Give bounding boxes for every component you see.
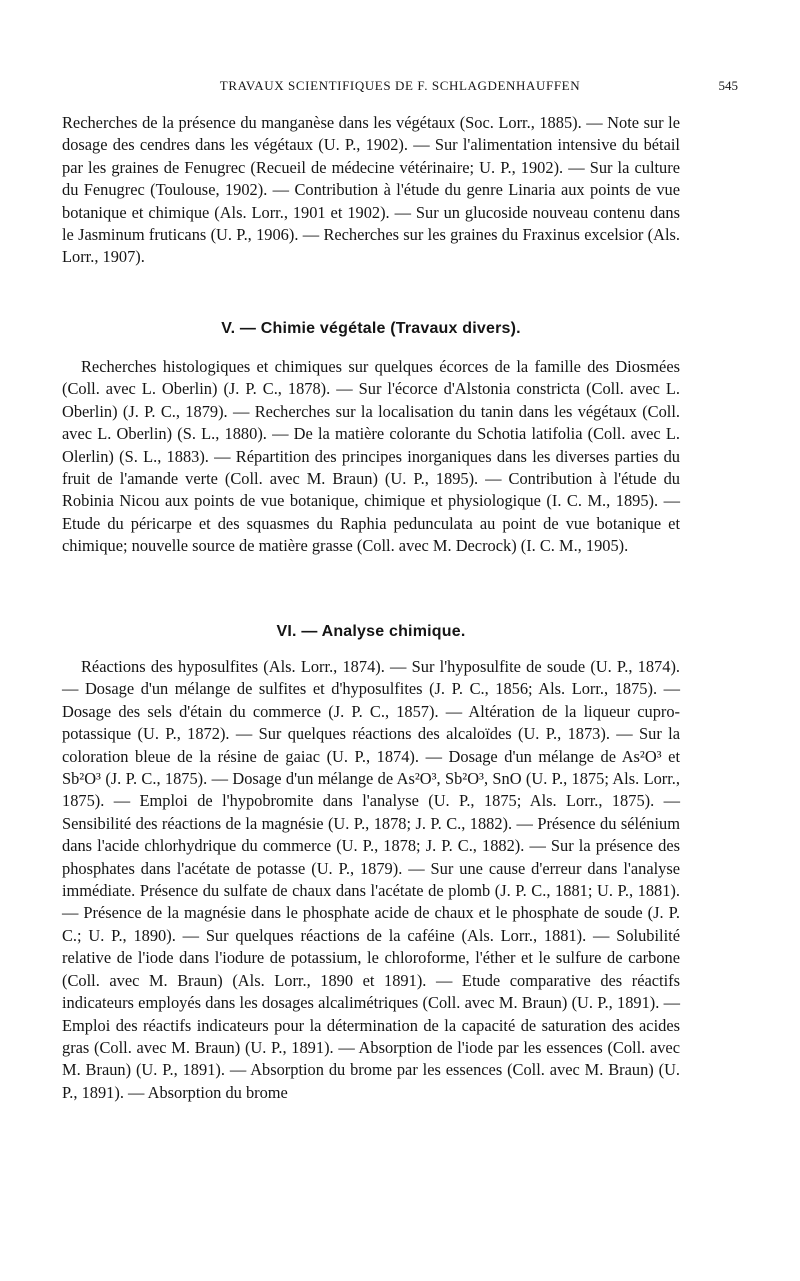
paragraph-block-vi: [62, 656, 680, 1104]
paragraph-block-v: [62, 356, 680, 558]
paragraph-3: Réactions des hyposulfites (Als. Lorr., 1874). — Sur l'hyposulfite de soude (U. P., 1874). — Dosage d'un mélange de sulfites et d'hyposulfites (J. P. C., 1856; Als. Lorr., 1875). — Dosage des sels d'étain du commerce (J. P. C., 1857). — Altération de la liqueur cupro-potassique (U. P., 1872). — Sur quelques réactions des alcaloïdes (U. P., 1873). — Sur la coloration bleue de la résine de gaiac (U. P., 1874). — Dosage d'un mélange de As²O³ et Sb²O³ (J. P. C., 1875). — Dosage d'un mélange de As²O³, Sb²O³, SnO (U. P., 1875; Als. Lorr., 1875). — Emploi de l'hypobromite dans l'analyse (U. P., 1875; Als. Lorr., 1875). — Sensibilité des réactions de la magnésie (U. P., 1878; J. P. C., 1882). — Présence du sélénium dans l'acide chlorhydrique du commerce (U. P., 1878; J. P. C., 1882). — Sur la présence des phosphates dans l'acétate de potasse (U. P., 1879). — Sur une cause d'erreur dans l'analyse immédiate. Présence du sulfate de chaux dans l'acétate de plomb (J. P. C., 1881; U. P., 1881). — Présence de la magnésie dans le phosphate acide de chaux et le phosphate de soude (J. P. C.; U. P., 1890). — Sur quelques réactions de la caféine (Als. Lorr., 1881). — Solubilité relative de l'iode dans l'iodure de potassium, le chloroforme, l'éther et le sulfure de carbone (Coll. avec M. Braun) (Als. Lorr., 1890 et 1891). — Etude comparative des réactifs indicateurs employés dans les dosages alcalimétriques (Coll. avec M. Braun) (U. P., 1891). — Emploi des réactifs indicateurs pour la détermination de la capacité de saturation des acides gras (Coll. avec M. Braun) (U. P., 1891). — Absorption de l'iode par les essences (Coll. avec M. Braun) (U. P., 1891). — Absorption du brome par les essences (Coll. avec M. Braun) (U. P., 1891). — Absorption du brome: [62, 657, 680, 1102]
paragraph-1: Recherches de la présence du manganèse dans les végétaux (Soc. Lorr., 1885). — Note sur le dosage des cendres dans les végétaux (U. P., 1902). — Sur l'alimentation intensive du bétail par les graines de Fenugrec (Recueil de médecine vétérinaire; U. P., 1902). — Sur la culture du Fenugrec (Toulouse, 1902). — Contribution à l'étude du genre Linaria aux points de vue botanique et chimique (Als. Lorr., 1901 et 1902). — Sur un glucoside nouveau contenu dans le Jasminum fruticans (U. P., 1906). — Recherches sur les graines du Fraxinus excelsior (Als. Lorr., 1907).: [62, 113, 680, 267]
paragraph-2: Recherches histologiques et chimiques sur quelques écorces de la famille des Diosmées (Coll. avec L. Oberlin) (J. P. C., 1878). — Sur l'écorce d'Alstonia constricta (Coll. avec L. Oberlin) (J. P. C., 1879). — Recherches sur la localisation du tanin dans les végétaux (Coll. avec L. Oberlin) (S. L., 1880). — De la matière colorante du Schotia latifolia (Coll. avec L. Olerlin) (S. L., 1883). — Répartition des principes inorganiques dans les diverses parties du fruit de l'amande verte (Coll. avec M. Braun) (U. P., 1895). — Contribution à l'étude du Robinia Nicou aux points de vue botanique, chimique et physiologique (I. C. M., 1895). — Etude du péricarpe et des squasmes du Raphia pedunculata au point de vue botanique et chimique; nouvelle source de matière grasse (Coll. avec M. Decrock) (I. C. M., 1905).: [62, 357, 680, 556]
section-heading-vi: VI. — Analyse chimique.: [276, 623, 466, 640]
paragraph-linaria: [62, 112, 680, 269]
running-title: TRAVAUX SCIENTIFIQUES DE F. SCHLAGDENHAUFFEN: [219, 78, 581, 93]
running-header: [62, 78, 738, 98]
section-heading-v: V. — Chimie végétale (Travaux divers).: [221, 320, 521, 337]
page-number: 545: [718, 78, 738, 93]
